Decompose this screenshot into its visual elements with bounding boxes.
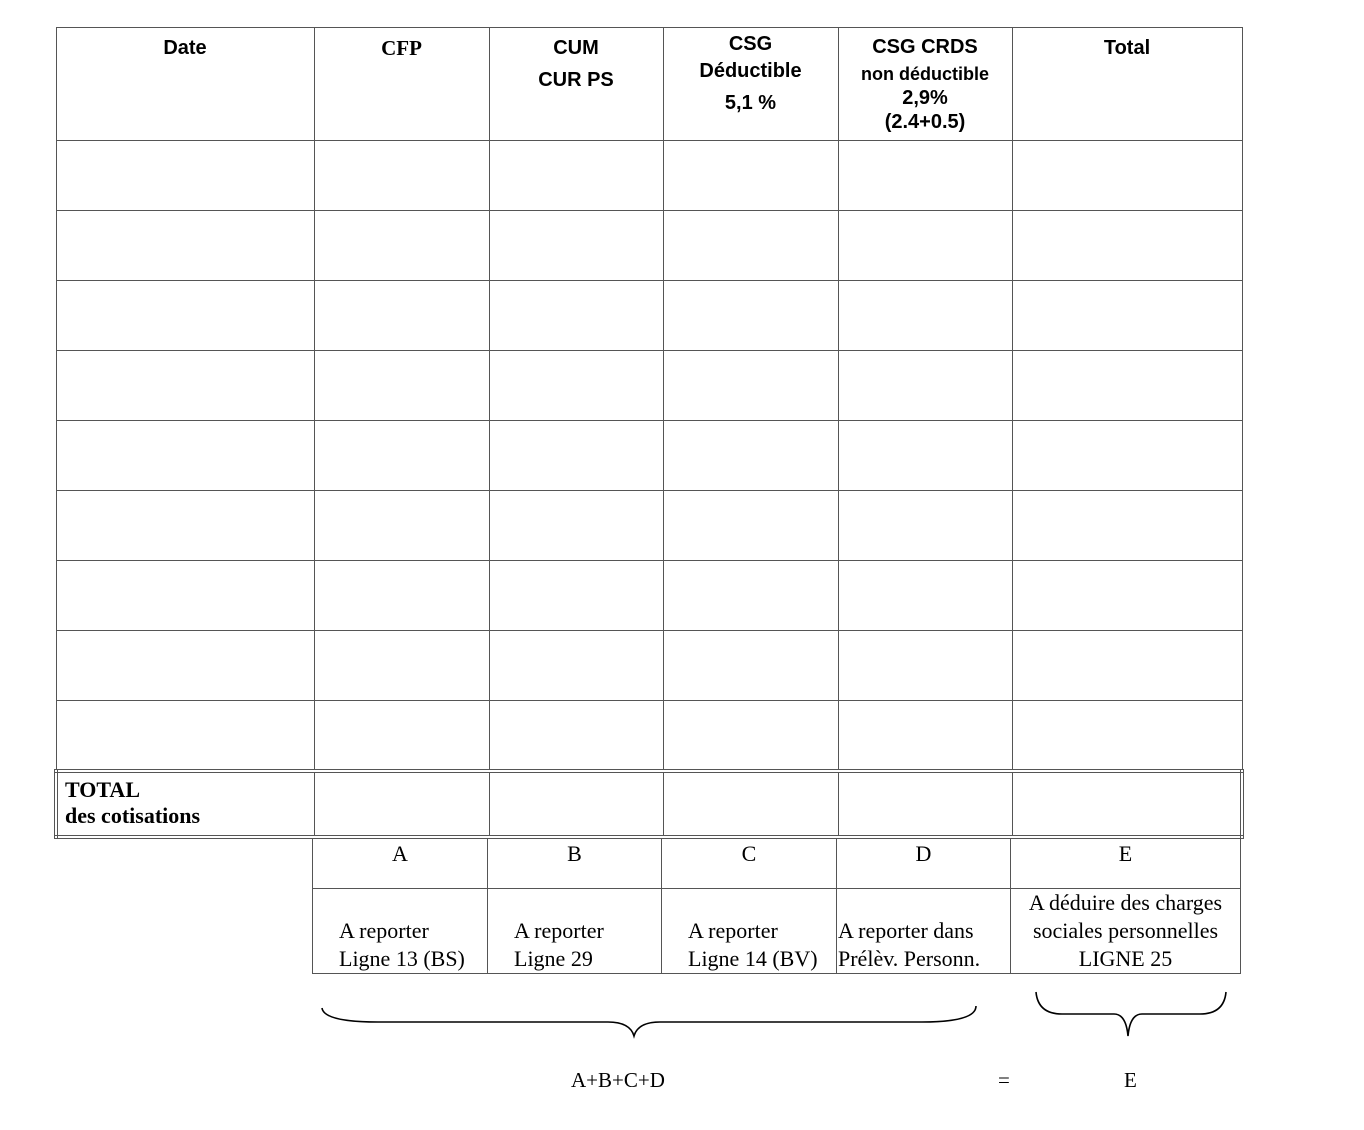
cell-cfp[interactable] — [314, 631, 489, 701]
cell-cum[interactable] — [489, 141, 663, 211]
note-d — [837, 889, 1011, 974]
cell-cum[interactable] — [489, 351, 663, 421]
cell-cum[interactable] — [489, 281, 663, 351]
header-csg-line2: Déductible — [699, 60, 802, 82]
header-cfp-label: CFP — [381, 36, 422, 60]
note-e-line3: LIGNE 25 — [1078, 946, 1173, 971]
header-crds-line1: CSG CRDS — [872, 36, 978, 58]
table-row — [56, 491, 1242, 561]
table-row — [56, 701, 1242, 771]
cell-crds[interactable] — [838, 701, 1012, 771]
cell-csg[interactable] — [663, 281, 838, 351]
cotisations-table — [54, 27, 1244, 839]
note-c — [662, 889, 837, 974]
table-row — [56, 141, 1242, 211]
cell-csg[interactable] — [663, 631, 838, 701]
cell-csg[interactable] — [663, 491, 838, 561]
total-total-cell[interactable] — [1012, 771, 1242, 837]
cell-cfp[interactable] — [314, 701, 489, 771]
cell-total[interactable] — [1012, 211, 1242, 281]
header-csg-label — [664, 28, 838, 120]
cell-cfp[interactable] — [314, 351, 489, 421]
note-c-line1: A reporter — [688, 918, 778, 943]
total-crds-cell[interactable] — [838, 771, 1012, 837]
cell-crds[interactable] — [838, 141, 1012, 211]
header-crds-line2: non déductible — [861, 64, 989, 84]
brace-right-icon — [1032, 990, 1232, 1042]
cell-date[interactable] — [56, 281, 314, 351]
total-row — [56, 771, 1242, 837]
cell-date[interactable] — [56, 421, 314, 491]
cell-crds[interactable] — [838, 631, 1012, 701]
header-csg — [663, 28, 838, 141]
cell-csg[interactable] — [663, 561, 838, 631]
cell-cum[interactable] — [489, 631, 663, 701]
note-b-line2: Ligne 29 — [514, 946, 593, 971]
cell-cfp[interactable] — [314, 561, 489, 631]
total-cum-cell[interactable] — [489, 771, 663, 837]
cell-cfp[interactable] — [314, 211, 489, 281]
table-row — [56, 281, 1242, 351]
header-cum-label — [490, 28, 663, 96]
total-csg-cell[interactable] — [663, 771, 838, 837]
cell-csg[interactable] — [663, 421, 838, 491]
cell-cum[interactable] — [489, 421, 663, 491]
cell-cfp[interactable] — [314, 281, 489, 351]
formula-right: E — [1124, 1068, 1137, 1092]
letter-d: D — [837, 839, 1011, 889]
note-a — [313, 889, 488, 974]
header-cum — [489, 28, 663, 141]
letter-b: B — [488, 839, 662, 889]
table-row — [56, 421, 1242, 491]
header-total-label: Total — [1103, 37, 1151, 59]
table-row — [56, 561, 1242, 631]
note-e — [1011, 889, 1241, 974]
note-b — [488, 889, 662, 974]
letter-c: C — [662, 839, 837, 889]
cell-date[interactable] — [56, 561, 314, 631]
note-e-line2: sociales personnelles — [1032, 918, 1219, 943]
cell-total[interactable] — [1012, 701, 1242, 771]
cell-cum[interactable] — [489, 211, 663, 281]
brace-left-icon — [318, 1000, 982, 1044]
header-date-label: Date — [163, 37, 207, 59]
cell-date[interactable] — [56, 491, 314, 561]
total-label-cell — [56, 771, 314, 837]
formula-left: A+B+C+D — [571, 1068, 665, 1092]
note-a-line2: Ligne 13 (BS) — [339, 946, 465, 971]
cell-total[interactable] — [1012, 281, 1242, 351]
cell-cfp[interactable] — [314, 141, 489, 211]
cell-csg[interactable] — [663, 351, 838, 421]
letters-row — [313, 839, 1241, 889]
cell-csg[interactable] — [663, 141, 838, 211]
notes-row — [313, 889, 1241, 974]
header-csg-line1: CSG — [728, 33, 773, 55]
cell-total[interactable] — [1012, 351, 1242, 421]
header-crds — [838, 28, 1012, 141]
cell-crds[interactable] — [838, 281, 1012, 351]
cell-date[interactable] — [56, 631, 314, 701]
cell-total[interactable] — [1012, 561, 1242, 631]
header-crds-line3: 2,9% — [902, 87, 948, 109]
cell-date[interactable] — [56, 141, 314, 211]
cell-cum[interactable] — [489, 491, 663, 561]
note-c-line2: Ligne 14 (BV) — [688, 946, 818, 971]
header-crds-label — [839, 28, 1012, 134]
cell-date[interactable] — [56, 351, 314, 421]
letter-e: E — [1011, 839, 1241, 889]
table-row — [56, 351, 1242, 421]
header-total — [1012, 28, 1242, 141]
cell-cum[interactable] — [489, 701, 663, 771]
cell-total[interactable] — [1012, 421, 1242, 491]
header-cum-line2: CUR PS — [538, 69, 614, 91]
cell-crds[interactable] — [838, 351, 1012, 421]
note-d-line1: A reporter dans — [838, 918, 974, 943]
cell-csg[interactable] — [663, 211, 838, 281]
formula-equals: = — [998, 1068, 1010, 1092]
reporting-table — [312, 838, 1241, 974]
total-label — [58, 773, 314, 829]
header-csg-line3: 5,1 % — [724, 92, 777, 114]
cell-date[interactable] — [56, 211, 314, 281]
header-cfp — [314, 28, 489, 141]
cell-crds[interactable] — [838, 491, 1012, 561]
cell-cum[interactable] — [489, 561, 663, 631]
note-a-line1: A reporter — [339, 918, 429, 943]
header-row — [56, 28, 1242, 141]
cell-csg[interactable] — [663, 701, 838, 771]
total-label-line2: des cotisations — [65, 802, 201, 828]
cell-crds[interactable] — [838, 561, 1012, 631]
note-b-line1: A reporter — [514, 918, 604, 943]
table-row — [56, 211, 1242, 281]
cell-cfp[interactable] — [314, 421, 489, 491]
cell-date[interactable] — [56, 701, 314, 771]
cell-total[interactable] — [1012, 491, 1242, 561]
header-cum-line1: CUM — [553, 37, 599, 59]
cell-total[interactable] — [1012, 631, 1242, 701]
header-date — [56, 28, 314, 141]
note-e-line1: A déduire des charges — [1028, 890, 1223, 915]
cell-crds[interactable] — [838, 421, 1012, 491]
cell-cfp[interactable] — [314, 491, 489, 561]
letter-a: A — [313, 839, 488, 889]
cell-total[interactable] — [1012, 141, 1242, 211]
table-row — [56, 631, 1242, 701]
header-crds-line4: (2.4+0.5) — [884, 111, 966, 133]
total-label-line1: TOTAL — [65, 776, 140, 802]
cell-crds[interactable] — [838, 211, 1012, 281]
note-d-line2: Prélèv. Personn. — [838, 946, 981, 971]
total-cfp-cell[interactable] — [314, 771, 489, 837]
